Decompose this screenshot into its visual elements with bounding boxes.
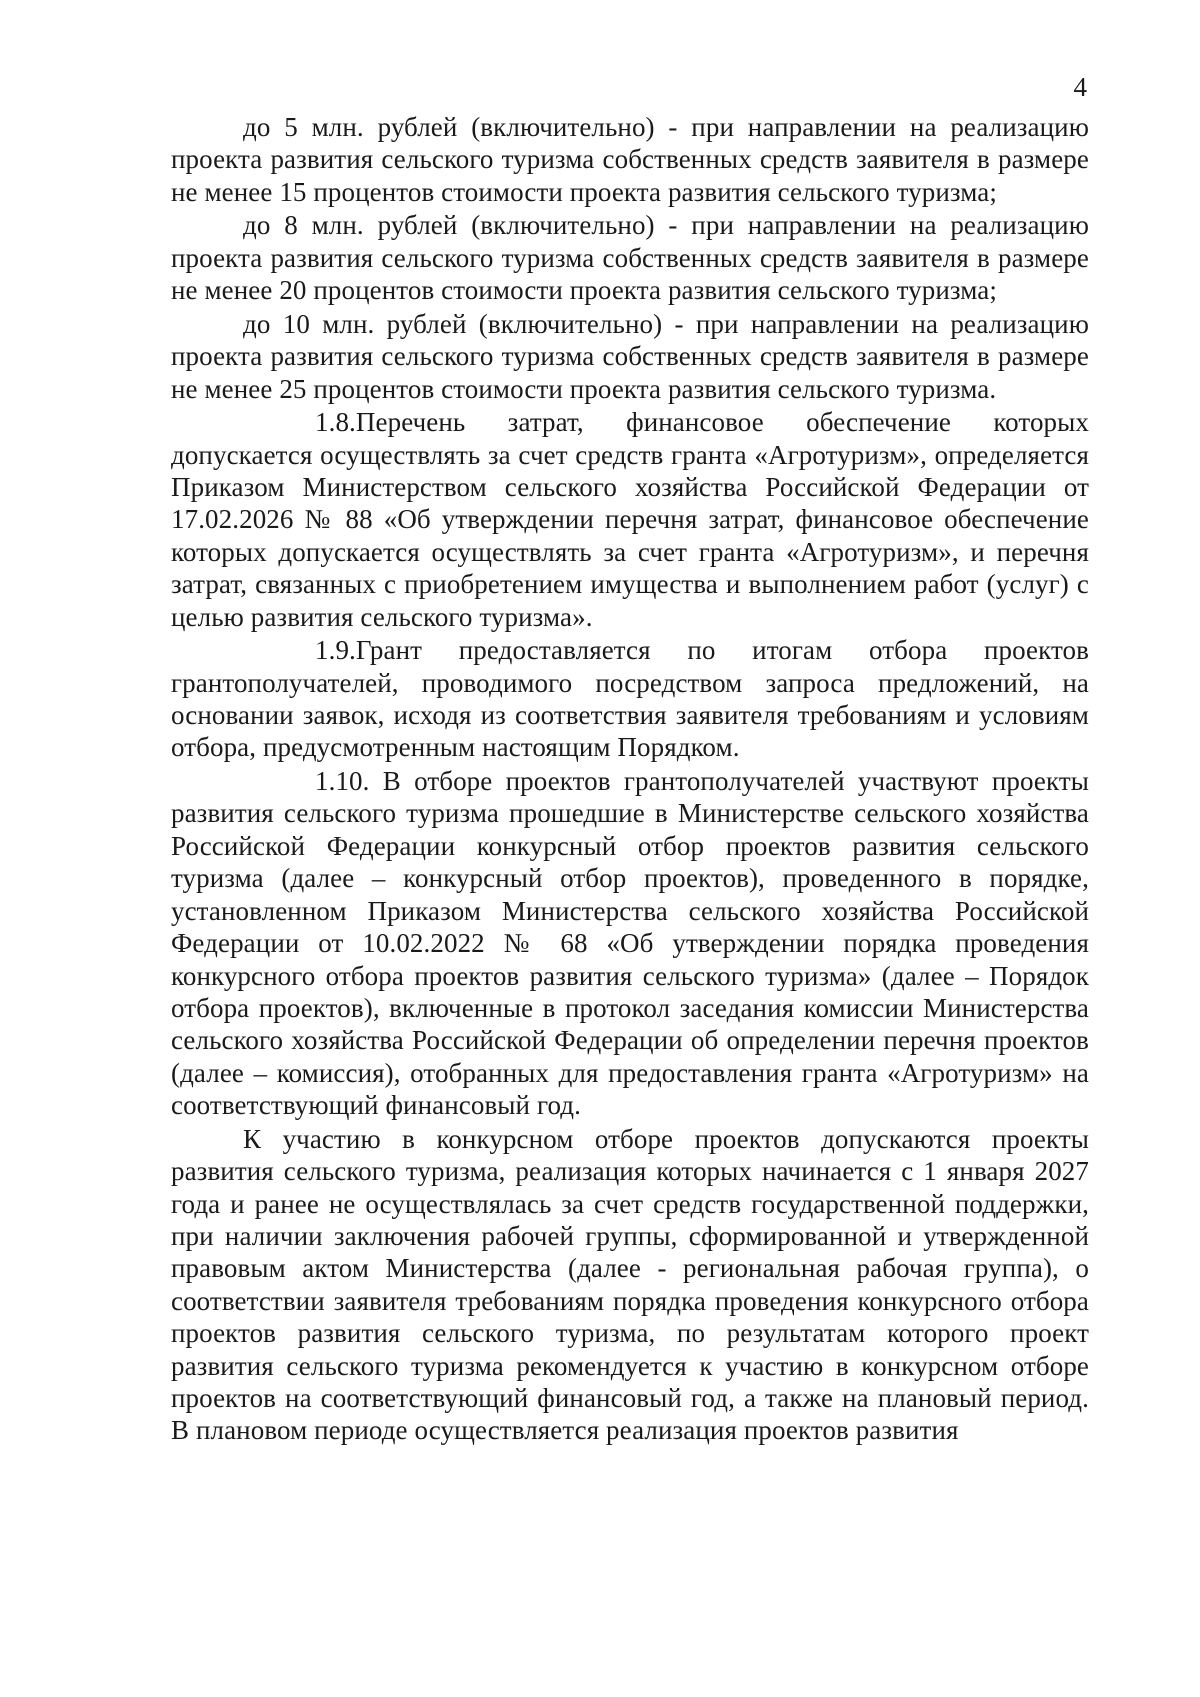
page-number: 4 bbox=[1073, 72, 1087, 102]
clause-number: 1.8. bbox=[315, 407, 356, 438]
paragraph-1-10 bbox=[171, 765, 1089, 1121]
paragraph-text: В отборе проектов грантополучателей участвуют проекты развития сельского туризма прошедшие в Министерстве сельского хозяйства Российской Федерации конкурсный отбор проектов развития сельского туризма (далее – конкурсный отбор проектов), проведенного в порядке, установленном Приказом Министерства сельского хозяйства Российской Федерации от 10.02.2022 № 68 «Об утверждении порядка проведения конкурсного отбора проектов развития сельского туризма» (далее – Порядок отбора проектов), включенные в протокол заседания комиссии Министерства сельского хозяйства Российской Федерации об определении перечня проектов (далее – комиссия), отобранных для предоставления гранта «Агротуризм» на соответствующий финансовый год. bbox=[171, 766, 1089, 1121]
paragraph-text: К участию в конкурсном отборе проектов допускаются проекты развития сельского туризма, реализация которых начинается с 1 января 2027 года и ранее не осуществлялась за счет средств государственной поддержки, при наличии заключения рабочей группы, сформированной и утвержденной правовым актом Министерства (далее - региональная рабочая группа), о соответствии заявителя требованиям порядка проведения конкурсного отбора проектов развития сельского туризма, по результатам которого проект развития сельского туризма рекомендуется к участию в конкурсном отборе проектов на соответствующий финансовый год, а также на плановый период. В плановом периоде осуществляется реализация проектов развития bbox=[171, 1123, 1089, 1446]
paragraph-text: Грант предоставляется по итогам отбора проектов грантополучателей, проводимого посредством запроса предложений, на основании заявок, исходя из соответствия заявителя требованиям и условиям отбора, предусмотренным настоящим Порядком. bbox=[171, 635, 1089, 763]
paragraph-1-8 bbox=[171, 406, 1089, 633]
paragraph-text: до 8 млн. рублей (включительно) - при направлении на реализацию проекта развития сельского туризма собственных средств заявителя в размере не менее 20 процентов стоимости проекта развития сельского туризма; bbox=[171, 210, 1089, 306]
paragraph-participation bbox=[171, 1123, 1089, 1447]
paragraph-grant-5m bbox=[171, 111, 1089, 208]
clause-number: 1.9. bbox=[315, 635, 356, 666]
paragraph-grant-10m bbox=[171, 308, 1089, 405]
clause-number: 1.10. bbox=[315, 766, 370, 797]
paragraph-text: до 5 млн. рублей (включительно) - при направлении на реализацию проекта развития сельского туризма собственных средств заявителя в размере не менее 15 процентов стоимости проекта развития сельского туризма; bbox=[171, 112, 1089, 207]
paragraph-text: Перечень затрат, финансовое обеспечение которых допускается осуществлять за счет средств гранта «Агротуризм», определяется Приказом Министерством сельского хозяйства Российской Федерации от 17.02.2026 № 88 «Об утверждении перечня затрат, финансовое обеспечение которых допускается осуществлять за счет гранта «Агротуризм», и перечня затрат, связанных с приобретением имущества и выполнением работ (услуг) с целью развития сельского туризма». bbox=[171, 407, 1089, 632]
paragraph-1-9 bbox=[171, 634, 1089, 764]
paragraph-text: до 10 млн. рублей (включительно) - при направлении на реализацию проекта развития сельского туризма собственных средств заявителя в размере не менее 25 процентов стоимости проекта развития сельского туризма. bbox=[171, 308, 1089, 404]
paragraph-grant-8m bbox=[171, 209, 1089, 306]
document-body bbox=[171, 111, 1089, 1447]
